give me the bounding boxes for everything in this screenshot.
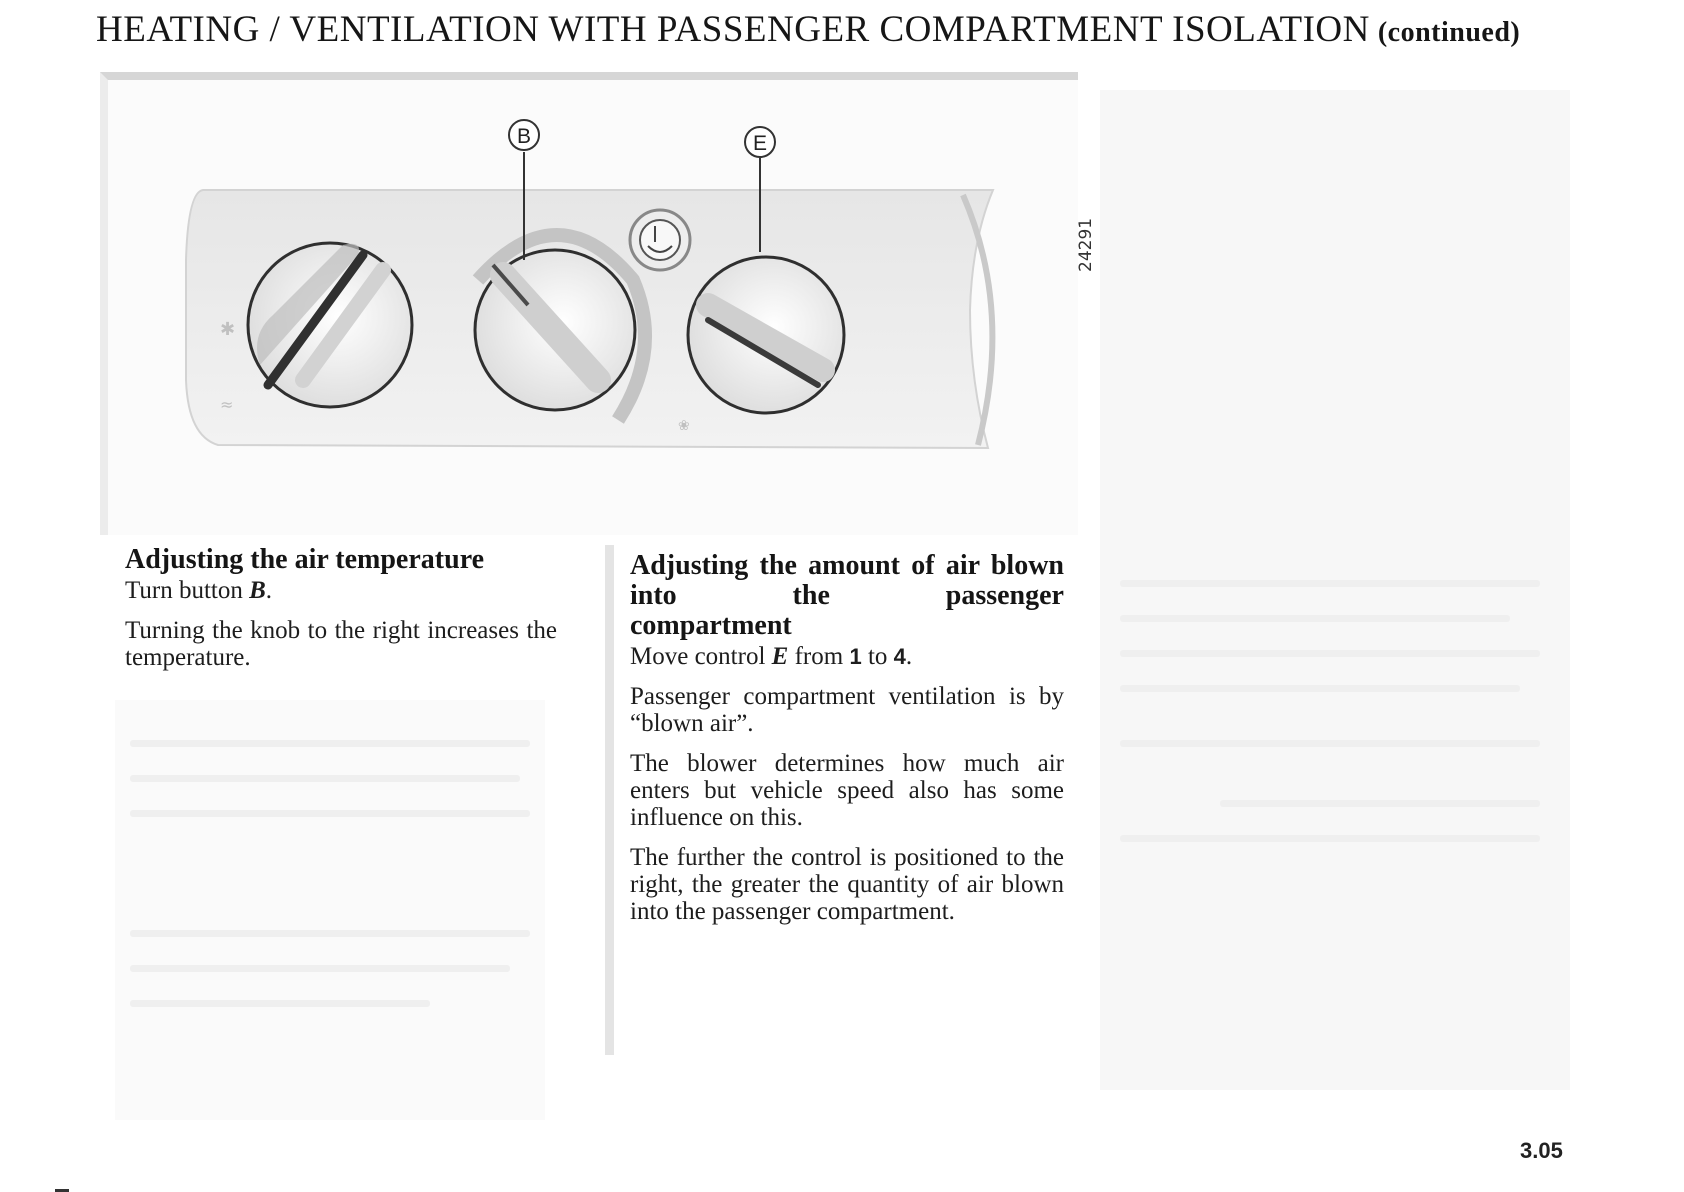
page-title (96, 8, 1520, 51)
callout-e-label: E (752, 132, 768, 155)
bleed-through-line (1120, 615, 1510, 622)
page-title-continued: (continued) (1377, 17, 1521, 48)
page-title-text: HEATING / VENTILATION WITH PASSENGER COMPARTMENT ISOLATION (96, 9, 1370, 50)
bleed-through-line (130, 930, 530, 937)
page-number: 3.05 (1520, 1138, 1563, 1163)
bleed-through-line (1120, 835, 1540, 842)
control-position-description: The further the control is positioned to the right, the greater the quantity of air blown into the passenger compartment. (630, 844, 1064, 925)
section-heading-temperature: Adjusting the air temperature (125, 544, 485, 575)
column-divider-bar (605, 545, 614, 1055)
svg-text:❀: ❀ (678, 418, 690, 434)
recirculation-button (630, 210, 690, 270)
control-panel-illustration (100, 72, 1096, 535)
air-control-instruction: Move control E from 1 to 4. (630, 643, 913, 670)
bleed-through-line (130, 775, 520, 782)
bleed-through-line (1120, 650, 1540, 657)
bleed-through-line (1220, 800, 1540, 807)
bleed-through-line (130, 1000, 430, 1007)
temperature-description: Turning the knob to the right increases the temperature. (125, 617, 557, 671)
bleed-through-line (130, 810, 530, 817)
svg-text:≈: ≈ (220, 395, 234, 414)
temperature-instruction: Turn button B. (125, 577, 273, 604)
section-heading-air-amount: Adjusting the amount of air blown into the passenger compartment (630, 550, 1064, 641)
bleed-through-line (130, 965, 510, 972)
svg-text:✱: ✱ (220, 319, 236, 340)
bleed-through-line (1120, 685, 1520, 692)
section-air-temperature (125, 545, 557, 684)
bleed-through-panel-right (1100, 90, 1570, 1090)
figure-reference-number: 24291 (1076, 217, 1096, 272)
bleed-through-line (130, 740, 530, 747)
callout-b-label: B (516, 125, 532, 148)
blower-description: The blower determines how much air enters but vehicle speed also has some influence on this. (630, 750, 1064, 831)
section-air-amount (630, 551, 1064, 938)
bleed-through-panel-left (115, 700, 545, 1120)
bleed-through-line (1120, 580, 1540, 587)
ventilation-description: Passenger compartment ventilation is by “blown air”. (630, 683, 1064, 737)
control-panel-drawing (108, 80, 1078, 535)
bleed-through-line (1120, 740, 1540, 747)
